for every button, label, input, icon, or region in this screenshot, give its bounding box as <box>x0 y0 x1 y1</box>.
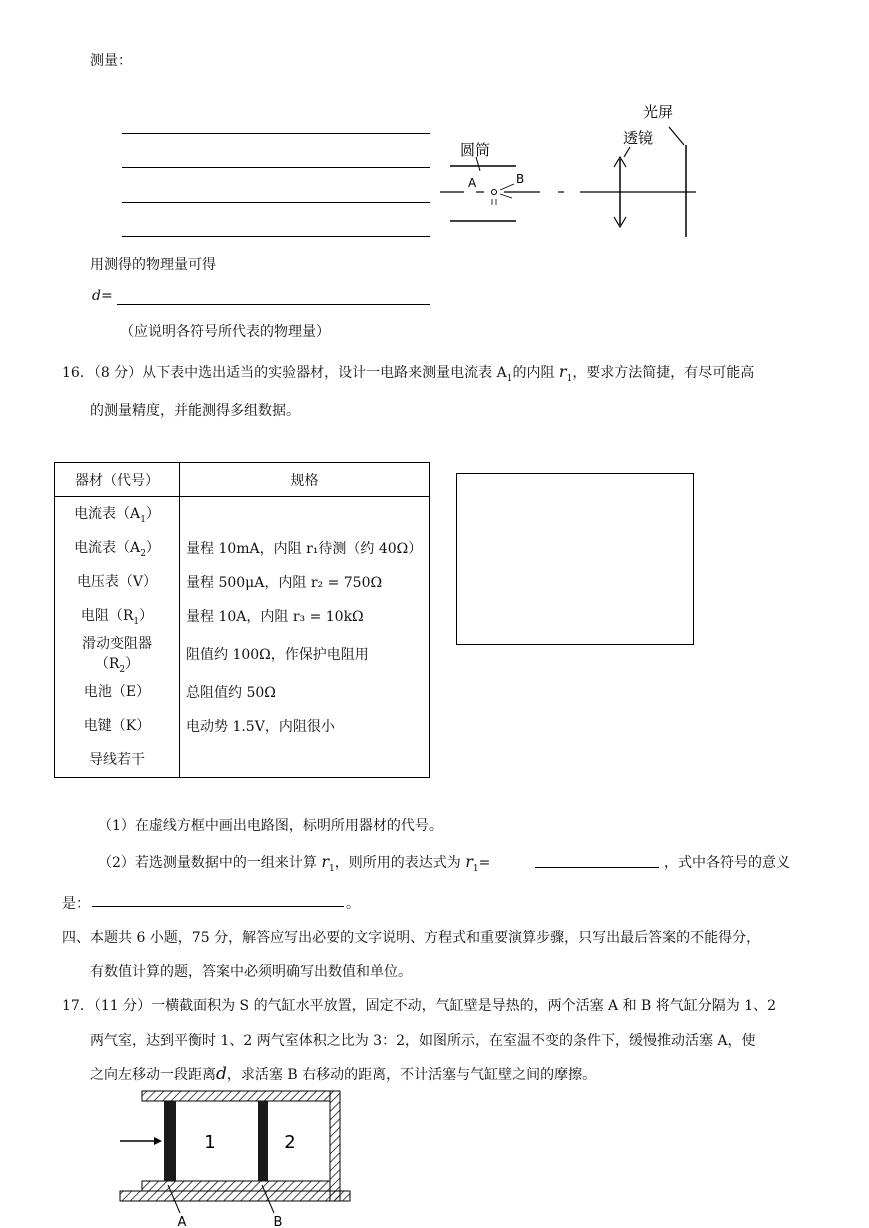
answer-line <box>122 236 430 237</box>
circuit-drawing-box[interactable] <box>456 473 694 645</box>
subq-3-label: 是： <box>62 896 90 912</box>
cylinder-diagram <box>110 1085 360 1228</box>
chamber-2-label: 2 <box>284 1132 296 1153</box>
table-row: 导线若干 <box>55 743 430 778</box>
table-row: 电阻$(R_1)$ 量程 10A，内阻 r₃ = 10kΩ <box>55 599 430 633</box>
d-label: d= <box>92 288 113 304</box>
section4-line1: 四、本题共 6 小题，75 分，解答应写出必要的文字说明、方程式和重要演算步骤，只写出最后答案的不能得分， <box>62 930 761 946</box>
cylinder-label: 圆筒 <box>460 141 491 159</box>
equipment-table <box>54 462 430 778</box>
lens-label: 透镜 <box>623 129 654 147</box>
piston-b-label: B <box>273 1215 283 1228</box>
expression-blank[interactable] <box>535 867 659 868</box>
table-header: 器材（代号） <box>55 463 180 497</box>
table-row: 电压表（V） 量程 500μA，内阻 r₂ = 750Ω <box>55 565 430 599</box>
chamber-1-label: 1 <box>204 1132 216 1153</box>
a-label: A <box>468 176 477 190</box>
subq-2-tail: ，式中各符号的意义 <box>664 855 790 871</box>
screen-label: 光屏 <box>643 103 674 121</box>
answer-line <box>122 133 430 134</box>
measure-label: 测量： <box>90 53 132 69</box>
table-row: 电流表$(A_2)$ 量程 10mA，内阻 r₁待测（约 40Ω） <box>55 531 430 565</box>
ground <box>120 1191 350 1201</box>
optics-diagram <box>440 95 710 245</box>
subq-1: （1）在虚线方框中画出电路图，标明所用器材的代号。 <box>98 818 443 834</box>
table-row: 电键（K） 电动势 1.5V，内阻很小 <box>55 709 430 743</box>
meaning-blank[interactable] <box>92 906 344 907</box>
piston-a <box>164 1101 176 1181</box>
q16-line1: 16．（8 分）从下表中选出适当的实验器材，设计一电路来测量电流表 $A_1$的内阻 $r_1$，要求方法简捷，有尽可能高 <box>62 362 755 384</box>
d-answer-line <box>117 304 430 305</box>
lens-pointer <box>624 147 630 157</box>
table-row: 电流表$(A_1)$ <box>55 497 430 532</box>
subq-2: （2）若选测量数据中的一组来计算 $r_1$，则所用的表达式为 $r_1=$ <box>98 852 491 874</box>
answer-line <box>122 202 430 203</box>
table-row: 电池（E） 总阻值约 50Ω <box>55 675 430 709</box>
q17-line1: 17．（11 分）一横截面积为 S 的气缸水平放置，固定不动，气缸壁是导热的，两个活塞 A 和 B 将气缸分隔为 1、2 <box>62 998 777 1014</box>
q17-line2: 两气室，达到平衡时 1、2 两气室体积之比为 3：2，如图所示，在室温不变的条件下，缓慢推动活塞 A，使 <box>90 1033 756 1049</box>
light-source <box>492 190 497 195</box>
table-header: 规格 <box>180 463 430 497</box>
piston-b <box>258 1101 268 1181</box>
note-text: （应说明各符号所代表的物理量） <box>120 324 330 340</box>
section4-line2: 有数值计算的题，答案中必须明确写出数值和单位。 <box>90 964 412 980</box>
table-row: 滑动变阻器$(R_2)$ 阻值约 100Ω，作保护电阻用 <box>55 633 430 675</box>
cylinder-pointer <box>476 157 480 171</box>
answer-line <box>122 167 430 168</box>
screen-pointer <box>669 127 684 145</box>
cylinder-top-wall <box>142 1091 330 1101</box>
derive-label: 用测得的物理量可得 <box>90 257 216 273</box>
q16-line2: 的测量精度，并能测得多组数据。 <box>90 403 300 419</box>
b-label: B <box>516 172 525 186</box>
cylinder-end-wall <box>330 1091 340 1201</box>
subq-3-end: 。 <box>346 896 360 912</box>
q17-line3: 之向左移动一段距离d，求活塞 B 右移动的距离，不计活塞与气缸壁之间的摩擦。 <box>90 1064 597 1084</box>
piston-a-label: A <box>177 1215 187 1228</box>
